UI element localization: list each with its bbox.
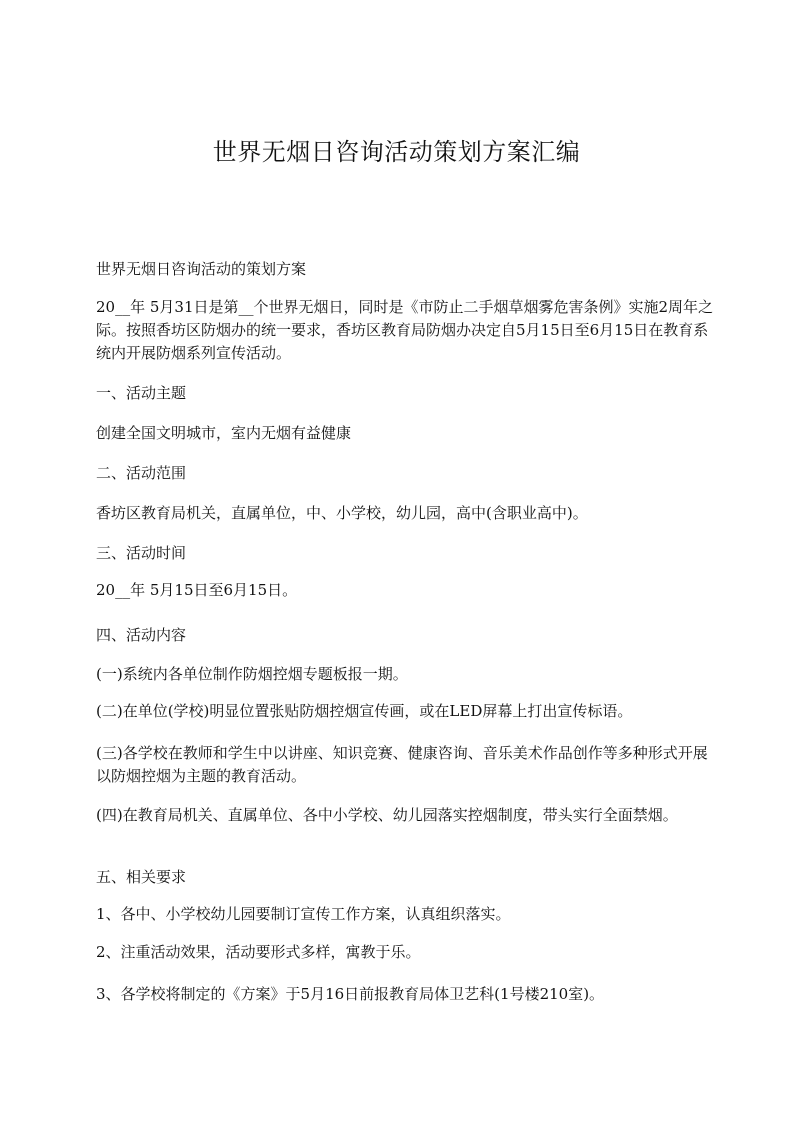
- paragraph-time: 20__年 5月15日至6月15日。: [96, 581, 298, 599]
- paragraph-intro: 20__年 5月31日是第__个世界无烟日，同时是《市防止二手烟草烟雾危害条例》实施2周年之际。按照香坊区防烟办的统一要求，香坊区教育局防烟办决定自5月15日至6月15日在教育系统内开展防烟系列宣传活动。: [96, 298, 714, 362]
- paragraph-content-3: (三)各学校在教师和学生中以讲座、知识竞赛、健康咨询、音乐美术作品创作等多种形式开展以防烟控烟为主题的教育活动。: [96, 744, 708, 785]
- paragraph-requirement-1: 1、各中、小学校幼儿园要制订宣传工作方案，认真组织落实。: [96, 905, 511, 923]
- section-heading-requirements: 五、相关要求: [96, 868, 187, 886]
- section-heading-scope: 二、活动范围: [96, 464, 187, 482]
- paragraph-requirement-2: 2、注重活动效果，活动要形式多样，寓教于乐。: [96, 943, 421, 961]
- paragraph-content-2: (二)在单位(学校)明显位置张贴防烟控烟宣传画，或在LED屏幕上打出宣传标语。: [96, 702, 633, 720]
- paragraph-content-4: (四)在教育局机关、直属单位、各中小学校、幼儿园落实控烟制度，带头实行全面禁烟。: [96, 806, 678, 824]
- paragraph-subtitle: 世界无烟日咨询活动的策划方案: [96, 260, 307, 278]
- paragraph-requirement-3: 3、各学校将制定的《方案》于5月16日前报教育局体卫艺科(1号楼210室)。: [96, 985, 605, 1003]
- section-heading-time: 三、活动时间: [96, 544, 187, 562]
- paragraph-content-1: (一)系统内各单位制作防烟控烟专题板报一期。: [96, 665, 408, 683]
- paragraph-theme: 创建全国文明城市，室内无烟有益健康: [96, 424, 352, 442]
- document-title: 世界无烟日咨询活动策划方案汇编: [212, 138, 581, 166]
- section-heading-content: 四、活动内容: [96, 626, 187, 644]
- section-heading-theme: 一、活动主题: [96, 384, 187, 402]
- paragraph-scope: 香坊区教育局机关，直属单位，中、小学校，幼儿园，高中(含职业高中)。: [96, 504, 588, 522]
